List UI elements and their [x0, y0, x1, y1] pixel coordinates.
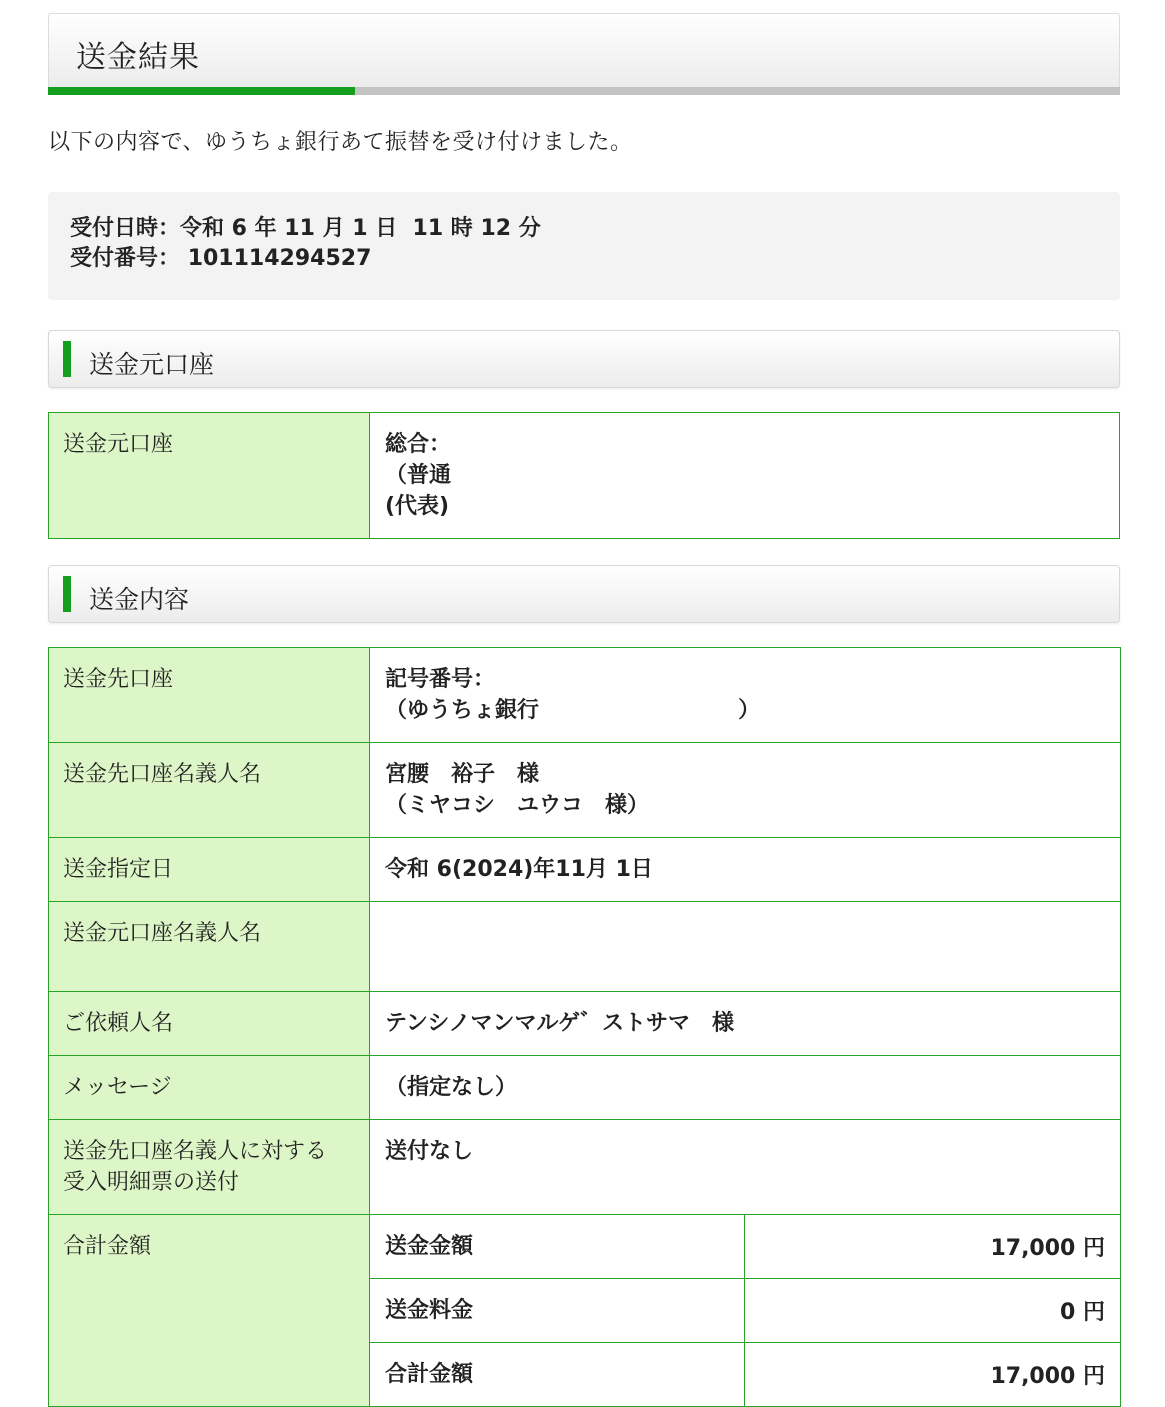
progress-bar	[48, 87, 1120, 95]
fee-item-value: 0 円	[745, 1279, 1121, 1343]
section-header-source	[48, 330, 1120, 388]
message-value: （指定なし）	[370, 1056, 1121, 1120]
table-row	[49, 902, 1121, 992]
section-title-source: 送金元口座	[89, 350, 215, 379]
statement-label-line: 受入明細票の送付	[63, 1170, 240, 1195]
receipt-number-value: 101114294527	[187, 246, 372, 271]
section-accent-bar	[63, 341, 71, 377]
receipt-number	[70, 244, 1098, 274]
table-row	[49, 743, 1121, 838]
table-row	[49, 1215, 1121, 1279]
dest-holder-label: 送金先口座名義人名	[49, 743, 370, 838]
message-label: メッセージ	[49, 1056, 370, 1120]
dest-holder-name: 宮腰 裕子 様	[385, 762, 540, 787]
source-account-table	[48, 412, 1120, 539]
table-row	[49, 413, 1120, 539]
table-row	[49, 838, 1121, 902]
page	[48, 13, 1120, 1389]
transfer-date-label: 送金指定日	[49, 838, 370, 902]
statement-value: 送付なし	[370, 1120, 1121, 1215]
requester-label: ご依頼人名	[49, 992, 370, 1056]
table-row	[49, 1120, 1121, 1215]
source-account-line: 総合：	[385, 432, 452, 457]
dest-account-number: 記号番号：	[385, 667, 496, 692]
source-account-line: （普通	[385, 463, 452, 488]
source-account-line: (代表)	[385, 494, 450, 519]
section-accent-bar	[63, 576, 71, 612]
fee-item-label: 送金料金	[370, 1279, 745, 1343]
total-label: 合計金額	[49, 1215, 370, 1407]
source-account-value	[370, 413, 1120, 539]
amount-item-label: 送金金額	[370, 1215, 745, 1279]
transfer-date-value: 令和 6(2024)年11月 1日	[370, 838, 1121, 902]
src-holder-value	[370, 902, 1121, 992]
table-row	[49, 1056, 1121, 1120]
table-row	[49, 648, 1121, 743]
receipt-datetime-label: 受付日時：	[70, 216, 181, 241]
total-item-value: 17,000 円	[745, 1343, 1121, 1407]
page-header	[48, 13, 1120, 87]
dest-account-value	[370, 648, 1121, 743]
section-title-detail: 送金内容	[89, 585, 190, 614]
intro-message: 以下の内容で、ゆうちょ銀行あて振替を受け付けました。	[48, 130, 633, 155]
receipt-info	[48, 192, 1120, 300]
progress-fill	[48, 87, 355, 95]
dest-account-label: 送金先口座	[49, 648, 370, 743]
receipt-number-label: 受付番号：	[70, 246, 181, 271]
total-item-label: 合計金額	[370, 1343, 745, 1407]
dest-holder-kana: （ミヤコシ ユウコ 様）	[385, 793, 650, 818]
dest-holder-value	[370, 743, 1121, 838]
dest-account-bank: （ゆうちょ銀行 ）	[385, 698, 761, 723]
transfer-detail-table	[48, 647, 1121, 1407]
amount-item-value: 17,000 円	[745, 1215, 1121, 1279]
statement-label	[49, 1120, 370, 1215]
section-header-detail	[48, 565, 1120, 623]
page-title: 送金結果	[76, 40, 200, 75]
table-row	[49, 992, 1121, 1056]
receipt-datetime	[70, 214, 1098, 244]
statement-label-line: 送金先口座名義人に対する	[63, 1139, 328, 1164]
requester-value: テンシノマンマルゲ゛ストサマ 様	[370, 992, 1121, 1056]
src-holder-label: 送金元口座名義人名	[49, 902, 370, 992]
receipt-datetime-value: 令和 6 年 11 月 1 日 11 時 12 分	[180, 216, 541, 241]
source-account-label: 送金元口座	[49, 413, 370, 539]
